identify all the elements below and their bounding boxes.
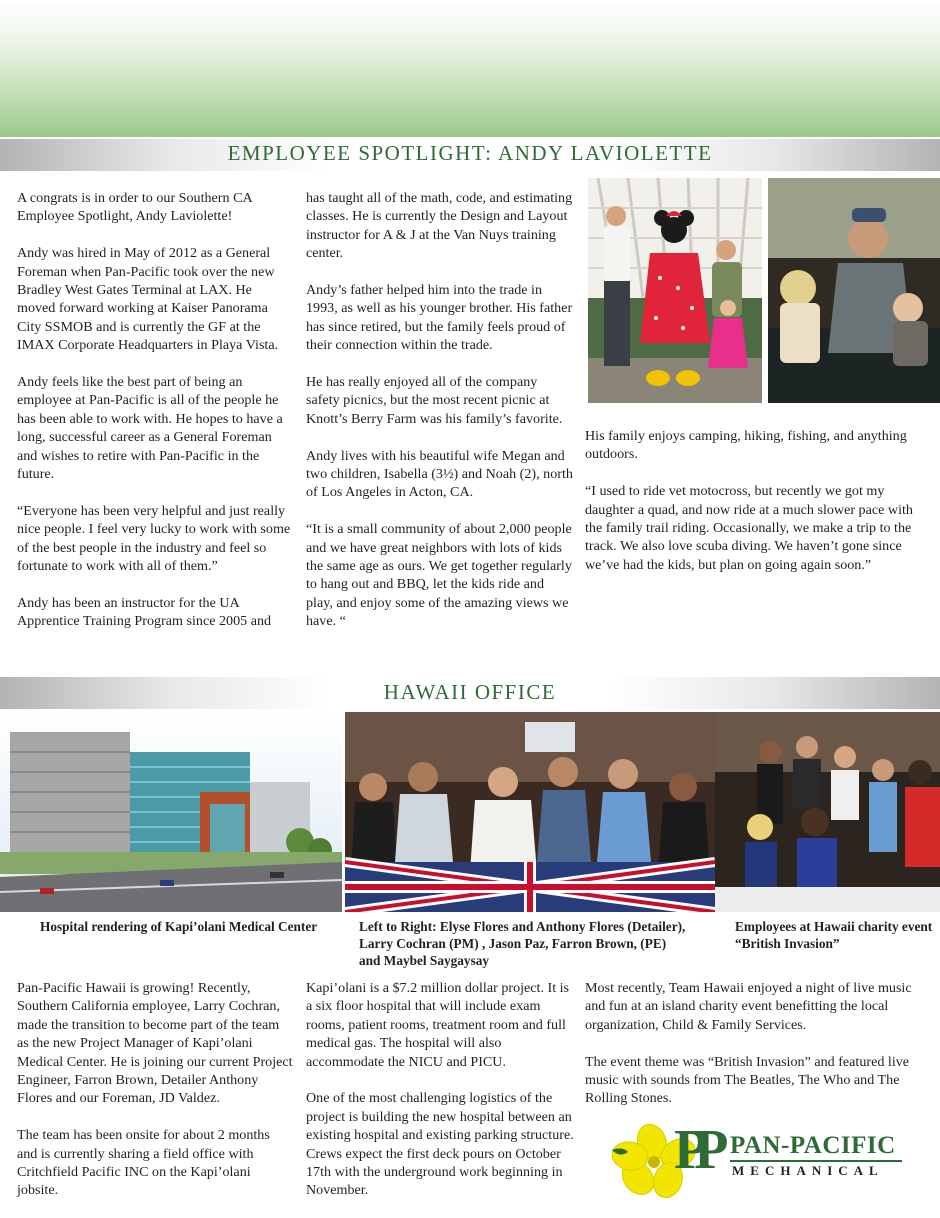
logo-monogram: PP bbox=[674, 1119, 715, 1181]
team-dinner-photo bbox=[345, 712, 715, 912]
paragraph: The event theme was “British Invasion” and featured live music with sounds from The Beatles, The Who and The Rolling Stones. bbox=[585, 1053, 910, 1107]
logo-tagline: MECHANICAL bbox=[732, 1163, 884, 1178]
paragraph: has taught all of the math, code, and estimating classes. He is currently the Design and Layout instructor for A & J at the Van Nuys training center. bbox=[306, 190, 573, 262]
family-ride-photo bbox=[768, 178, 940, 403]
paragraph: Andy lives with his beautiful wife Megan and two children, Isabella (3½) and Noah (2), north of Los Angeles in Acton, CA. bbox=[306, 447, 573, 501]
paragraph: “It is a small community of about 2,000 people and we have great neighbors with lots of kids the same age as ours. We get together regularly to hang out and BBQ, let the kids ride and play, and enjoy some of the amazing views we have. “ bbox=[306, 521, 572, 630]
paragraph: Andy feels like the best part of being an employee at Pan-Pacific is all of the people he has been able to work with. He hopes to have a long, successful career as a General Foreman and wishes to retire with Pan-Pacific in the future. bbox=[17, 374, 283, 483]
spotlight-section-title: EMPLOYEE SPOTLIGHT: ANDY LAVIOLETTE bbox=[227, 141, 713, 165]
pan-pacific-logo bbox=[612, 1120, 912, 1200]
paragraph: “I used to ride vet motocross, but recently we got my daughter a quad, and now ride at a much slower pace with the family trail riding. Occasionally, we make a trip to the track. We also love scuba diving. We haven’t gone since we’ve had the kids, but plan on going again soon.” bbox=[585, 483, 913, 573]
hospital-rendering-image bbox=[0, 712, 342, 912]
hawaii-column-1 bbox=[17, 979, 293, 1218]
spotlight-column-1 bbox=[17, 189, 293, 649]
caption-line: and Maybel Saygaysay bbox=[359, 953, 490, 968]
caption-line: Employees at Hawaii charity event bbox=[735, 919, 933, 934]
caption-line: Left to Right: Elyse Flores and Anthony Flores (Detailer), bbox=[359, 919, 686, 934]
spotlight-column-2 bbox=[306, 189, 574, 649]
paragraph: Andy was hired in May of 2012 as a General Foreman when Pan-Pacific took over the new Bradley West Gates Terminal at LAX. He moved forward working at Kaiser Panorama City SSMOB and is currently the GF at the IMAX Corporate Headquarters in Playa Vista. bbox=[17, 245, 279, 354]
logo-company-name: PAN-PACIFIC bbox=[730, 1132, 896, 1159]
paragraph: A congrats is in order to our Southern CA Employee Spotlight, Andy Laviolette! bbox=[17, 190, 252, 225]
caption-line: Larry Cochran (PM) , Jason Paz, Farron Brown, (PE) bbox=[359, 936, 667, 951]
team-dinner-caption bbox=[359, 918, 719, 969]
paragraph: One of the most challenging logistics of the project is building the new hospital between an existing hospital and existing parking structure. Crews expect the first deck pours on October 17th with the underground work beginning in November. bbox=[306, 1090, 574, 1199]
paragraph: Most recently, Team Hawaii enjoyed a night of live music and fun at an island charity event benefitting the local organization, Child & Family Services. bbox=[585, 980, 912, 1033]
paragraph: His family enjoys camping, hiking, fishing, and anything outdoors. bbox=[585, 428, 907, 463]
spotlight-column-3 bbox=[585, 427, 925, 593]
paragraph: Andy’s father helped him into the trade in 1993, as well as his younger brother. His father has since retired, but the family feels proud of their connection within the trade. bbox=[306, 282, 573, 354]
hawaii-column-2 bbox=[306, 979, 574, 1218]
family-disneyland-photo bbox=[588, 178, 762, 403]
paragraph: “Everyone has been very helpful and just really nice people. I feel very lucky to work with some of the best people in the industry and feel so fortunate to work with all of them.” bbox=[17, 502, 291, 575]
logo-rule bbox=[730, 1160, 902, 1162]
british-invasion-caption bbox=[735, 918, 940, 952]
paragraph: Kapi’olani is a $7.2 million dollar project. It is a six floor hospital that will include exam rooms, patient rooms, treatment room and full medical gas. The hospital will also accommodate the NICU and PICU. bbox=[306, 980, 570, 1070]
paragraph: The team has been onsite for about 2 months and is currently sharing a field office with Critchfield Pacific INC on the Kapi’olani jobsite. bbox=[17, 1127, 270, 1199]
british-invasion-photo bbox=[715, 712, 940, 912]
paragraph: He has really enjoyed all of the company safety picnics, but the most recent picnic at Knott’s Berry Farm was his family’s favorite. bbox=[306, 374, 563, 427]
paragraph: Pan-Pacific Hawaii is growing! Recently, Southern California employee, Larry Cochran, made the transition to become part of the team as the new Project Manager of Kapi’olani Medical Center. He is joining our current Project Engineer, Farron Brown, Detailer Anthony Flores and our Foreman, JD Valdez. bbox=[17, 980, 293, 1107]
hospital-caption: Hospital rendering of Kapi’olani Medical Center bbox=[40, 919, 318, 934]
hawaii-column-3 bbox=[585, 979, 920, 1126]
header-gradient-band bbox=[0, 0, 940, 137]
caption-line: “British Invasion” bbox=[735, 936, 840, 951]
paragraph: Andy has been an instructor for the UA Apprentice Training Program since 2005 and bbox=[17, 594, 272, 630]
hawaii-section-title: HAWAII OFFICE bbox=[383, 680, 557, 704]
